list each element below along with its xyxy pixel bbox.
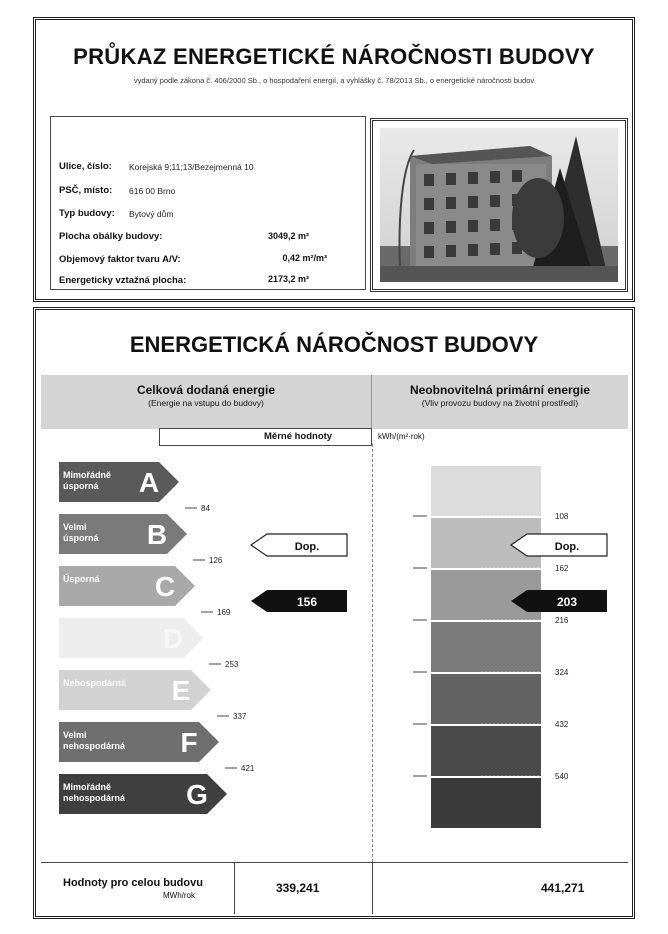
class-letter-f: F [180,727,198,758]
energy-classes-graphic [41,372,628,862]
class-letter-c: C [154,571,176,602]
type-row [59,208,115,219]
unit-value: kWh/(m²·rok) [378,432,425,441]
totals-separator-2 [372,862,373,914]
class-label-b-2: úsporná [63,533,99,543]
delivered-energy-subtitle: (Energie na vstupu do budovy) [148,398,264,408]
primary-tick-3: 216 [555,616,569,625]
primary-scale-block-1 [431,466,541,516]
energy-rating-chart [41,372,628,862]
primary-scale-block-5 [431,674,541,724]
building-info-panel [33,17,635,302]
delivered-reference-marker-label: Dop. [294,541,320,553]
envelope-label: Plocha obálky budovy: [59,231,163,242]
unit-label: Měrné hodnoty [264,431,333,442]
type-value: Bytový dům [129,209,174,219]
primary-value-marker-label: 203 [556,595,578,609]
total-delivered-value: 339,241 [276,881,320,895]
delivered-value-marker-label: 156 [296,595,318,609]
delivered-tick-2: 126 [209,556,223,565]
class-label-e-1: Nehospodárná [63,678,127,688]
totals-label: Hodnoty pro celou budovu [63,877,203,889]
building-photo-frame [370,118,628,292]
av-value: 0,42 m²/m³ [282,253,327,263]
class-letter-g: G [186,779,208,810]
delivered-energy-title: Celková dodaná energie [136,383,276,397]
class-letter-d: D [162,623,184,654]
building-details-box [50,116,366,290]
document-subtitle: vydaný podle zákona č. 406/2000 Sb., o hospodaření energií, a vyhlášky č. 78/2013 Sb., o energetické náročnosti budov [133,76,535,85]
street-value: Korejská 9;11;13/Bezejmenná 10 [129,162,254,172]
delivered-tick-1: 84 [201,504,210,513]
primary-energy-title: Neobnovitelná primární energie [409,383,591,397]
delivered-tick-4: 253 [225,660,239,669]
delivered-tick-6: 421 [241,764,255,773]
av-label: Objemový faktor tvaru A/V: [59,254,181,265]
class-label-c-1: Úsporná [63,574,100,584]
class-label-f-1: Velmi [63,730,87,740]
area-row [59,275,186,286]
class-label-a-1: Mimořádně [63,470,112,480]
totals-separator-1 [234,862,235,914]
envelope-row [59,231,162,242]
envelope-value: 3049,2 m² [267,231,309,241]
primary-scale-block-6 [431,726,541,776]
class-label-a-2: úsporná [63,481,99,491]
area-label: Energeticky vztažná plocha: [59,275,187,286]
area-value: 2173,2 m² [267,274,309,284]
class-label-g-1: Mimořádně [63,782,112,792]
primary-scale-block-4 [431,622,541,672]
class-label-f-2: nehospodárná [63,741,126,751]
total-primary-value: 441,271 [541,881,585,895]
primary-energy-subtitle: (Vliv provozu budovy na životní prostředí) [421,398,579,408]
primary-scale-block-7 [431,778,541,828]
primary-tick-4: 324 [555,668,569,677]
psc-value: 616 00 Brno [129,186,176,196]
building-photo [380,128,618,282]
delivered-tick-3: 169 [217,608,231,617]
psc-label: PSČ, místo: [59,185,113,196]
street-label: Ulice, číslo: [59,161,112,172]
class-letter-b: B [146,519,168,550]
primary-tick-1: 108 [555,512,569,521]
primary-tick-5: 432 [555,720,569,729]
psc-row [59,185,112,196]
totals-unit: MWh/rok [163,891,195,900]
primary-tick-6: 540 [555,772,569,781]
energy-performance-panel [33,307,635,919]
totals-row [41,862,628,915]
document-title: PRŮKAZ ENERGETICKÉ NÁROČNOSTI BUDOVY [73,44,595,69]
energy-section-title: ENERGETICKÁ NÁROČNOST BUDOVY [129,332,539,357]
class-label-b-1: Velmi [63,522,87,532]
av-row [59,254,181,265]
delivered-tick-5: 337 [233,712,247,721]
street-row [59,161,112,172]
class-letter-a: A [138,467,160,498]
class-label-g-2: nehospodárná [63,793,126,803]
primary-reference-marker-label: Dop. [554,541,580,553]
type-label: Typ budovy: [59,208,115,219]
class-letter-e: E [171,675,191,706]
primary-tick-2: 162 [555,564,569,573]
